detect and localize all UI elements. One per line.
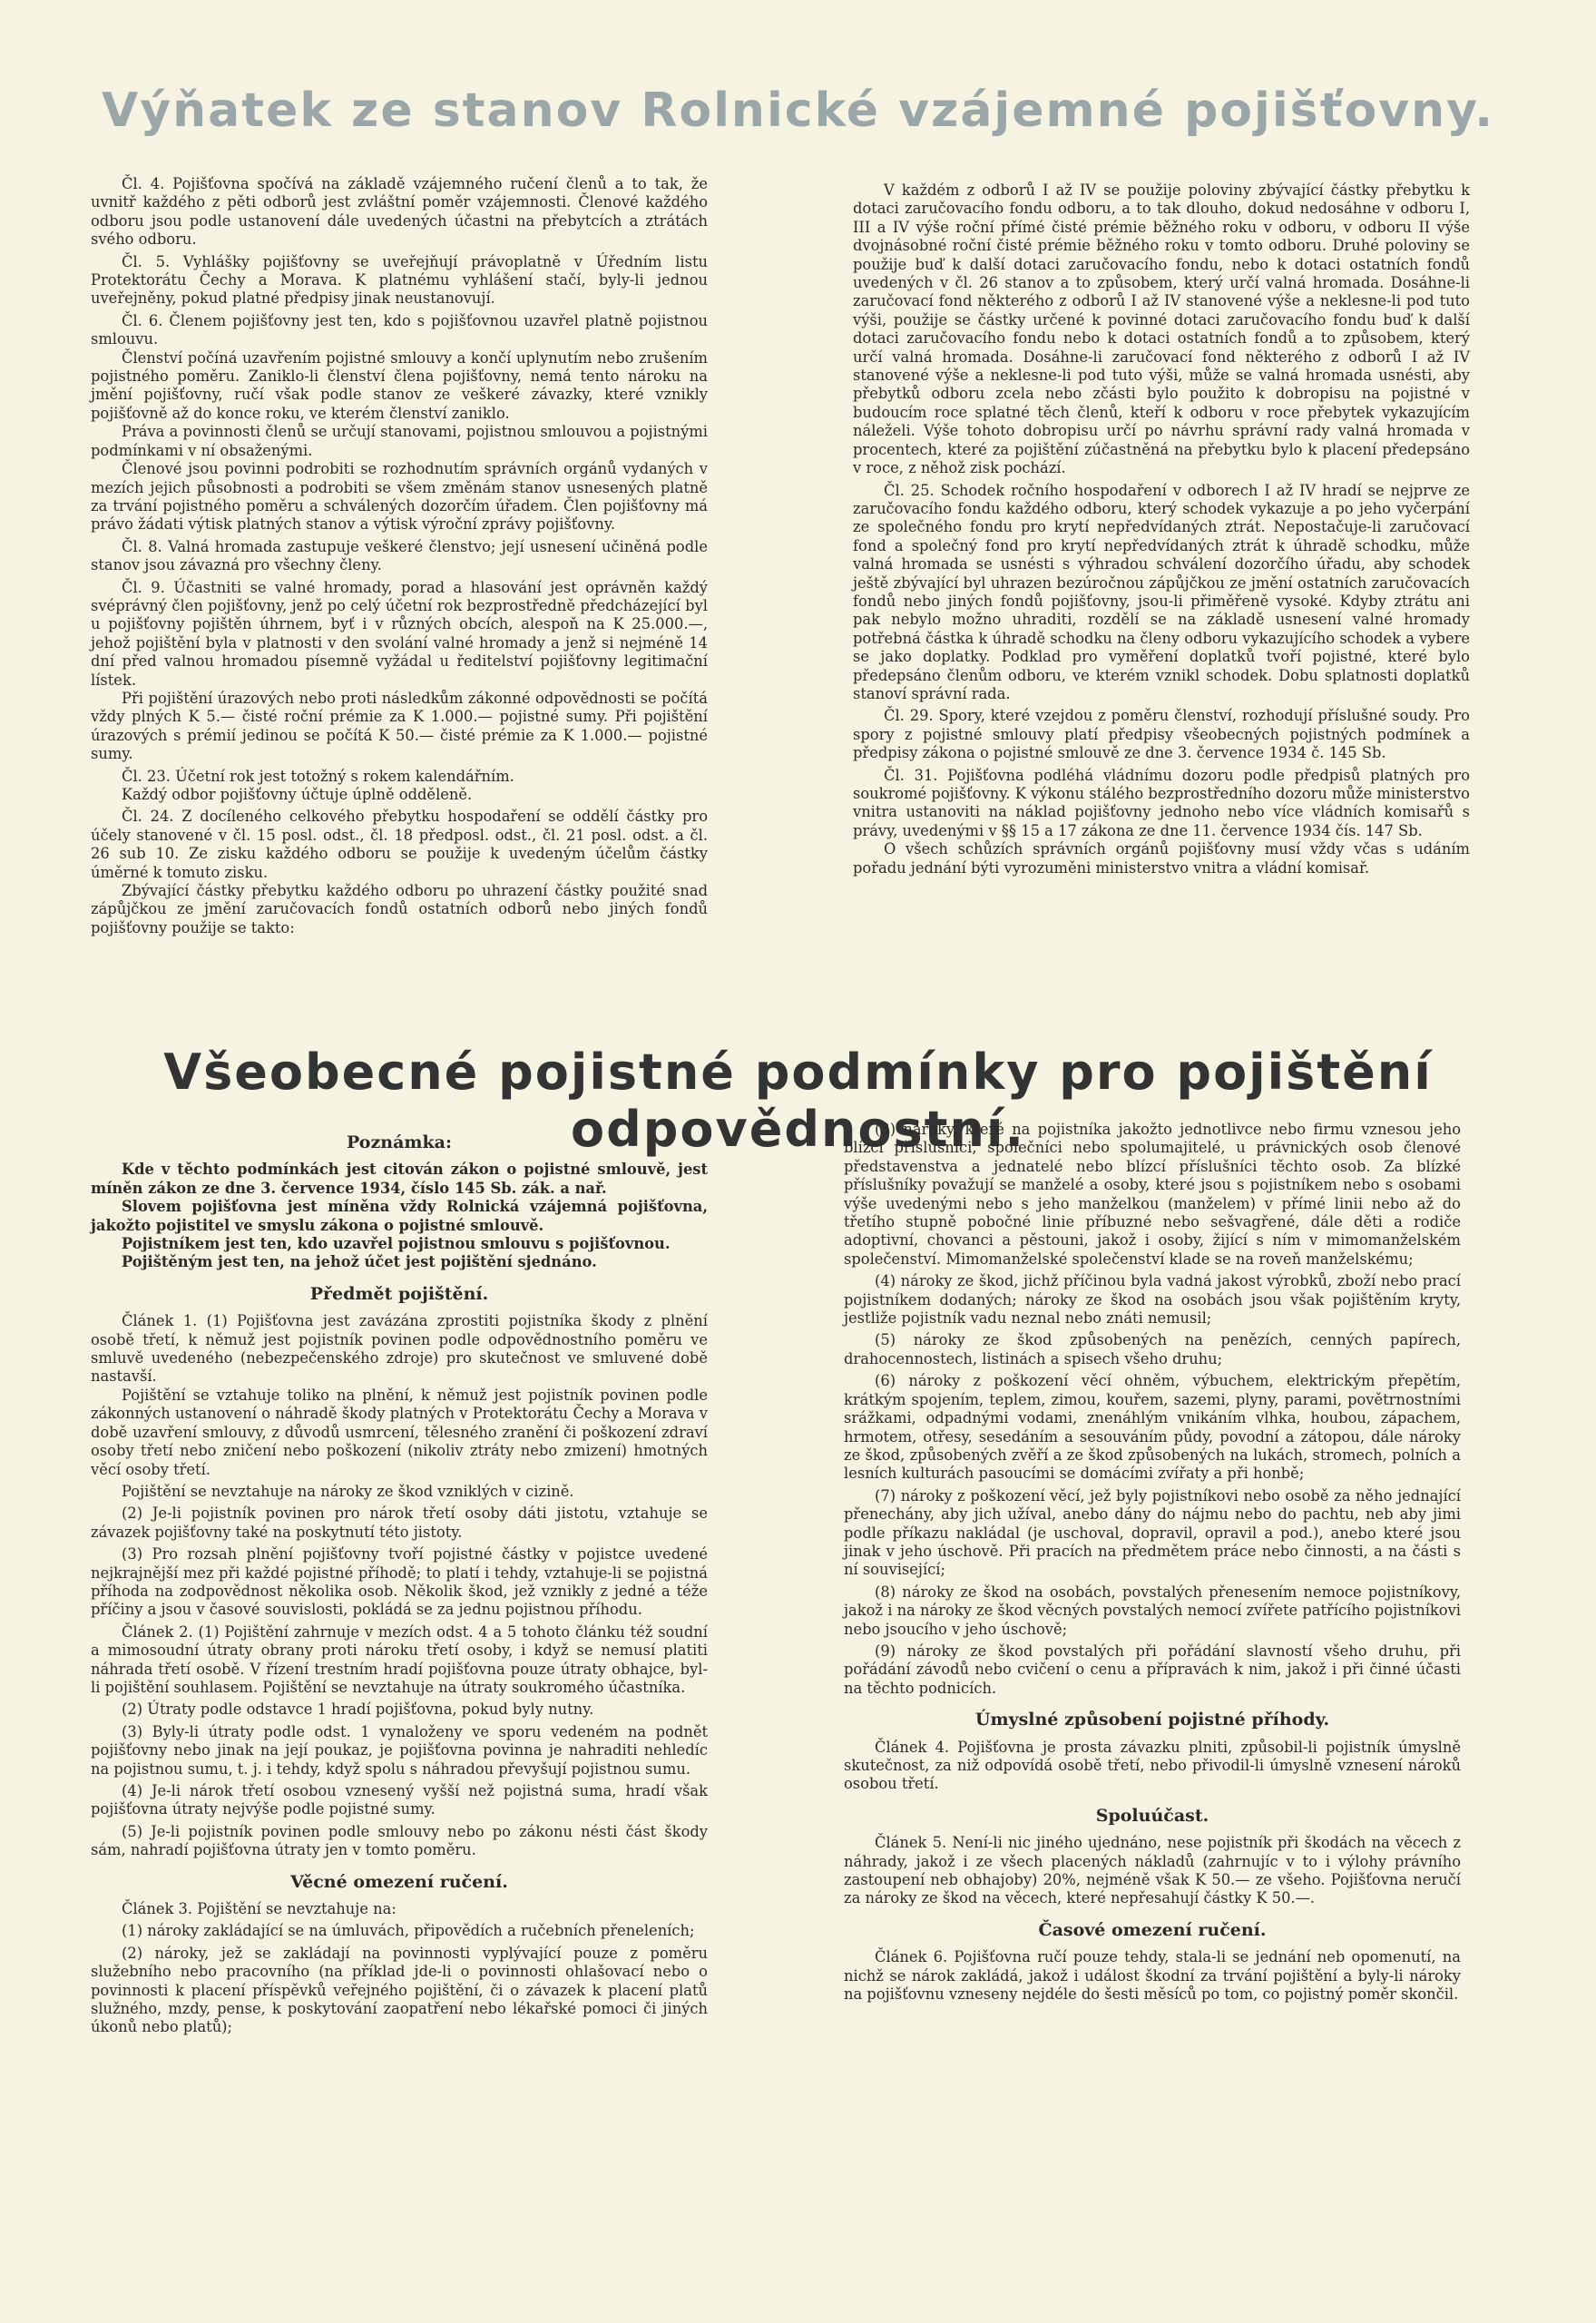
note-heading: Poznámka: — [347, 1132, 452, 1152]
paragraph: (1) nároky zakládající se na úmluvách, připovědích a ručebních přeneleních; — [122, 1922, 695, 1940]
section-heading: Věcné omezení ručení. — [290, 1871, 508, 1892]
paragraph: Článek 4. Pojišťovna je prosta závazku plniti, způsobil-li pojistník úmyslně skutečnost, za niž odpovídá osobě třetí, nebo přivodil-li úmyslně vznesení nároků osobou třetí. — [844, 1738, 1461, 1793]
paragraph: Práva a povinnosti členů se určují stanovami, pojistnou smlouvou a pojistnými podmínkami v ní obsaženými. — [91, 423, 708, 459]
paragraph: (7) nároky z poškození věcí, jež byly pojistníkovi nebo osobě za něho jednající přenechány, aby jich užíval, anebo dány do nájmu nebo do pachtu, neb aby jimi podle příkazu nakládal (je uschoval, dopravil, opravil a pod.), anebo které jsou jinak v jeho úschově. Při pracích na předmětem práce nebo činnosti, a na části s ní související; — [844, 1486, 1461, 1579]
paragraph: Čl. 4. Pojišťovna spočívá na základě vzájemného ručení členů a to tak, že uvnitř každého z pěti odborů jest zvláštní poměr vzájemnosti. Členové každého odboru jsou podle ustanovení dále uvedených účastni na přebytcích a ztrátách svého odboru. — [91, 175, 708, 249]
extract-left-column — [91, 175, 708, 937]
paragraph: Zbývající částky přebytku každého odboru po uhrazení částky použité snad zápůjčkou ze jmění zaručovacích fondů ostatních odborů nebo jiných fondů pojišťovny použije se takto: — [91, 882, 708, 936]
paragraph: Pojištění se nevztahuje na nároky ze škod vzniklých v cizině. — [122, 1482, 574, 1500]
paragraph: Pojištěným jest ten, na jehož účet jest pojištění sjednáno. — [122, 1253, 597, 1271]
paragraph: Čl. 24. Z docíleného celkového přebytku hospodaření se oddělí částky pro účely stanovené v čl. 15 posl. odst., čl. 18 předposl. odst., čl. 21 posl. odst. a čl. 26 sub 10. Ze zisku každého odboru se použije k uvedeným účelům částky úměrné k tomuto zisku. — [91, 808, 708, 881]
paragraph: Čl. 5. Vyhlášky pojišťovny se uveřejňují právoplatně v Úředním listu Protektorátu Čechy a Morava. K platnému vyhlášení stačí, byly-li jednou uveřejněny, pokud platné předpisy jinak neustanovují. — [91, 252, 708, 308]
paragraph: (2) Je-li pojistník povinen pro nárok třetí osoby dáti jistotu, vztahuje se závazek pojišťovny také na poskytnutí této jistoty. — [91, 1505, 708, 1541]
paragraph: (9) nároky ze škod povstalých při pořádání slavností všeho druhu, při pořádání závodů nebo cvičení o cenu a přípravách k nim, jakož i při činné účasti na těchto podnicích. — [844, 1642, 1461, 1697]
paragraph: Článek 3. Pojištění se nevztahuje na: — [122, 1900, 397, 1918]
paragraph: (3) Byly-li útraty podle odst. 1 vynaloženy ve sporu vedeném na podnět pojišťovny nebo jinak na její poukaz, je pojišťovna povinna je nahraditi nehledíc na pojistnou sumu, t. j. i tehdy, když spolu s náhradou převyšují pojistnou sumu. — [91, 1722, 708, 1778]
paragraph: Čl. 6. Členem pojišťovny jest ten, kdo s pojišťovnou uzavřel platně pojistnou smlouvu. — [91, 311, 708, 348]
paragraph: (2) nároky, jež se zakládají na povinnosti vyplývající pouze z poměru služebního nebo pracovního (na příklad jde-li o povinnosti ohlašovací nebo o povinnosti k placení příspěvků veřejného pojištění, či o závazek k placení platů služného, mzdy, pense, k poskytování zaopatření nebo lékařské pomoci či jiných úkonů nebo platů); — [91, 1944, 708, 2036]
paragraph: Slovem pojišťovna jest míněna vždy Rolnická vzájemná pojišťovna, jakožto pojistitel ve smyslu zákona o pojistné smlouvě. — [91, 1198, 708, 1234]
paragraph: Čl. 9. Účastniti se valné hromady, porad a hlasování jest oprávněn každý svéprávný člen pojišťovny, jenž po celý účetní rok bezprostředně předcházející byl u pojišťovny pojištěn úhrnem, byť i v různých obcích, alespoň na K 25.000.—, jehož pojištění byla v platnosti v den svolání valné hromady a jenž si nejméně 14 dní před valnou hromadou písemně vyžádal u ředitelství pojišťovny legitimační lístek. — [91, 578, 708, 689]
paragraph: Členové jsou povinni podrobiti se rozhodnutím správních orgánů vydaných v mezích jejich působnosti a podrobiti se všem změnám stanov usnesených platně za trvání pojistného poměru a schválených dozorčím úřadem. Člen pojišťovny má právo žádati výtisk platných stanov a výtisk výroční zprávy pojišťovny. — [91, 460, 708, 534]
paragraph: O všech schůzích správních orgánů pojišťovny musí vždy včas s udáním pořadu jednání býti vyrozuměni ministerstvo vnitra a vládní komisař. — [853, 840, 1470, 877]
paragraph: (3) Pro rozsah plnění pojišťovny tvoří pojistné částky v pojistce uvedené nejkrajnější mez při každé pojistné příhodě; to platí i tehdy, vztahuje-li se pojistná příhoda na zodpovědnost několika osob. Několik škod, jež vznikly z jedné a téže příčiny a jsou v časové souvislosti, pokládá se za jednu pojistnou příhodu. — [91, 1545, 708, 1619]
paragraph: (3) nároky, které na pojistníka jakožto jednotlivce nebo firmu vznesou jeho blízcí příslušníci, společníci nebo spolumajitelé, u právnických osob členové představenstva a jednatelé nebo blízcí příslušníci těchto osob. Za blízké příslušníky považují se manželé a osoby, které jsou s pojistníkem nebo s osobami výše uvedenými nebo s jeho manželkou (manželem) v přímé linii nebo až do třetího stupně pobočné linie příbuzné nebo sešvagřené, dále děti a rodiče adoptivní, chovanci a pěstouni, jakož i osoby, žijící s ním v mimomanželském společenství. Mimomanželské společenství klade se na roveň manželskému; — [844, 1121, 1461, 1268]
paragraph: Článek 6. Pojišťovna ručí pouze tehdy, stala-li se jednání neb opomenutí, na nichž se nárok zakládá, jakož i událost škodní za trvání pojištění a byly-li nároky na pojišťovnu vzneseny nejdéle do šesti měsíců po tom, co pojistný poměr skončil. — [844, 1948, 1461, 2004]
paragraph: Kde v těchto podmínkách jest citován zákon o pojistné smlouvě, jest míněn zákon ze dne 3. července 1934, číslo 145 Sb. zák. a nař. — [91, 1161, 708, 1197]
paragraph: V každém z odborů I až IV se použije poloviny zbývající částky přebytku k dotaci zaručovacího fondu odboru, a to tak dlouho, dokud nedosáhne v odboru I, III a IV výše roční přímé čisté prémie běžného roku v odboru, v odboru II výše dvojnásobné roční čisté prémie běžného roku v tomto odboru. Druhé poloviny se použije buď k další dotaci zaručovacího fondu, nebo k dotaci ostatních fondů uvedených v čl. 26 stanov a to způsobem, který určí valná hromada. Dosáhne-li zaručovací fond některého z odborů I až IV stanovené výše a neklesne-li pod tuto výši, použije se částky určené k povinné dotaci zaručovacího fondu buď k další dotaci zaručovacího fondu nebo k dotaci ostatních fondů a to způsobem, který určí valná hromada. Dosáhne-li zaručovací fond některého z odborů I až IV stanovené výše a neklesne-li pod tuto výši, může se valná hromada usnésti, aby přebytků odboru zcela nebo zčásti bylo použito k dobropisu na pojistné v budoucím roce splatné těch členů, kteří k odboru v roce přebytek vykazujícím náleželi. Výše tohoto dobropisu určí po návrhu správní rady valná hromada v procentech, které za pojištění zúčastněná na přebytku bylo k placení předepsáno v roce, z něhož zisk pochází. — [853, 181, 1470, 477]
section-heading: Úmyslné způsobení pojistné příhody. — [974, 1710, 1330, 1730]
paragraph: (6) nároky z poškození věcí ohněm, výbuchem, elektrickým přepětím, krátkým spojením, teplem, zimou, kouřem, sazemi, plyny, parami, povětrnostními srážkami, odpadnými vodami, znenáhlým vnikáním vlhka, houbou, zápachem, hrmotem, otřesy, sesedáním a sesouváním půdy, povodní a zátopou, dále nároky ze škod, způsobených zvěří a ze škod způsobených na lukách, stromech, polních a lesních kulturách pasoucími se domácími zvířaty a při honbě; — [844, 1372, 1461, 1483]
paragraph: (2) Útraty podle odstavce 1 hradí pojišťovna, pokud byly nutny. — [122, 1701, 594, 1719]
note-block — [91, 1161, 708, 1271]
extract-banner: Výňatek ze stanov Rolnické vzájemné pojišťovny. — [102, 83, 1494, 138]
section-heading: Časové omezení ručení. — [1038, 1919, 1267, 1940]
paragraph: Čl. 25. Schodek ročního hospodaření v odborech I až IV hradí se nejprve ze zaručovacího fondu každého odboru, který schodek vykazuje a po jeho vyčerpání ze společného fondu pro krytí nepředvídaných ztrát. Nepostačuje-li zaručovací fond a společný fond pro krytí nepředvídaných ztrát k úhradě schodku, může valná hromada se usnésti s výhradou schválení dozorčího úřadu, aby schodek ještě zbývající byl uhrazen bezúročnou zápůjčkou ze jmění ostatních zaručovacích fondů nebo jiných fondů pojišťovny, jsou-li přiměřeně vysoké. Kdyby ztrátu ani pak nebylo možno uhraditi, rozdělí se na základě usnesení valné hromady potřebná částka k úhradě schodku na členy odboru vykazujícího schodek a vybere se jako doplatky. Podklad pro vyměření doplatků tvoří pojistné, které bylo předepsáno členům odboru, ve kterém vznikl schodek. Dobu splatnosti doplatků stanoví správní rada. — [853, 481, 1470, 702]
section-heading: Předmět pojištění. — [309, 1283, 489, 1304]
paragraph: Pojištění se vztahuje toliko na plnění, k němuž jest pojistník povinen podle zákonných ustanovení o náhradě škody platných v Protektorátu Čechy a Morava v době uzavření smlouvy, z důvodů usmrcení, tělesného zranění či poškození zdraví osoby třetí nebo zničení nebo poškození (nikoliv ztráty nebo zmizení) hmotných věcí osoby třetí. — [91, 1386, 708, 1478]
conditions-left-column — [91, 1121, 708, 2037]
paragraph: (8) nároky ze škod na osobách, povstalých přenesením nemoce pojistníkovy, jakož i na nároky ze škod věcných povstalých nemocí zvířete patřícího pojistníkovi nebo jsoucího v jeho úschově; — [844, 1583, 1461, 1638]
paragraph: Členství počíná uzavřením pojistné smlouvy a končí uplynutím nebo zrušením pojistného poměru. Zaniklo-li členství člena pojišťovny, nemá tento nároku na jmění pojišťovny, ručí však podle stanov ze veškeré závazky, které vznikly pojišťovně až do konce roku, ve kterém členství zaniklo. — [91, 348, 708, 422]
conditions-right-column — [844, 1121, 1461, 2004]
paragraph: Čl. 31. Pojišťovna podléhá vládnímu dozoru podle předpisů platných pro soukromé pojišťovny. K výkonu stálého bezprostředního dozoru může ministerstvo vnitra ustanoviti na náklad pojišťovny jednoho nebo více vládních komisařů s právy, uvedenými v §§ 15 a 17 zákona ze dne 11. července 1934 čís. 147 Sb. — [853, 766, 1470, 839]
paragraph: Čl. 23. Účetní rok jest totožný s rokem kalendářním. — [122, 767, 514, 785]
paragraph: Čl. 29. Spory, které vzejdou z poměru členství, rozhodují příslušné soudy. Pro spory z pojistné smlouvy platí předpisy všeobecných pojistných podmínek a předpisy zákona o pojistné smlouvě ze dne 3. července 1934 č. 145 Sb. — [853, 707, 1470, 762]
paragraph: Čl. 8. Valná hromada zastupuje veškeré členstvo; její usnesení učiněná podle stanov jsou závazná pro všechny členy. — [91, 537, 708, 574]
paragraph: Pojistníkem jest ten, kdo uzavřel pojistnou smlouvu s pojišťovnou. — [122, 1235, 671, 1253]
extract-right-column — [853, 181, 1470, 877]
paragraph: Článek 1. (1) Pojišťovna jest zavázána zprostiti pojistníka škody z plnění osobě třetí, k němuž jest pojistník povinen podle odpovědnostního poměru ve smluvě uvedeného (nebezpečenského zdroje) pro skutečnost ve smluvené době nastavší. — [91, 1312, 708, 1386]
paragraph: (4) Je-li nárok třetí osobou vznesený vyšší než pojistná suma, hradí však pojišťovna útraty nejvýše podle pojistné sumy. — [91, 1782, 708, 1818]
paragraph: Článek 2. (1) Pojištění zahrnuje v mezích odst. 4 a 5 tohoto článku též soudní a mimosoudní útraty obrany proti nároku třetí osoby, i když se nemusí platiti náhrada třetí osobě. V řízení trestním hradí pojišťovna pouze útraty obhajce, byl-li pojištění souhlasem. Pojištění se nevztahuje na útraty soukromého účastníka. — [91, 1622, 708, 1696]
paragraph: (5) nároky ze škod způsobených na penězích, cenných papírech, drahocennostech, listinách a spisech všeho druhu; — [844, 1331, 1461, 1367]
paragraph: (5) Je-li pojistník povinen podle smlouvy nebo po zákonu nésti část škody sám, nahradí pojišťovna útraty jen v tomto poměru. — [91, 1822, 708, 1859]
paragraph: Každý odbor pojišťovny účtuje úplně odděleně. — [122, 786, 473, 803]
conditions-banner: Všeobecné pojistné podmínky pro pojištění odpovědnostní. — [163, 1044, 1433, 1158]
paragraph: Článek 5. Není-li nic jiného ujednáno, nese pojistník při škodách na věcech z náhrady, jakož i ze všech placených nákladů (zahrnujíc v to i výlohy právního zastoupení neb obhajoby) 20%, nejméně však K 50.— ze všeho. Pojišťovna neručí za nároky ze škod na věcech, které nepřesahují částky K 50.—. — [844, 1834, 1461, 1907]
section-heading: Spoluúčast. — [1095, 1805, 1209, 1826]
paragraph: Při pojištění úrazových nebo proti následkům zákonné odpovědnosti se počítá vždy plných K 5.— čisté roční prémie za K 1.000.— pojistné sumy. Při pojištění úrazových s prémií jedinou se počítá K 50.— čisté prémie za K 1.000.— pojistné sumy. — [91, 689, 708, 763]
paragraph: (4) nároky ze škod, jichž příčinou byla vadná jakost výrobků, zboží nebo prací pojistníkem dodaných; nároky ze škod na osobách jsou však pojištěním kryty, jestliže pojistník vadu neznal nebo znáti nemusil; — [844, 1272, 1461, 1328]
